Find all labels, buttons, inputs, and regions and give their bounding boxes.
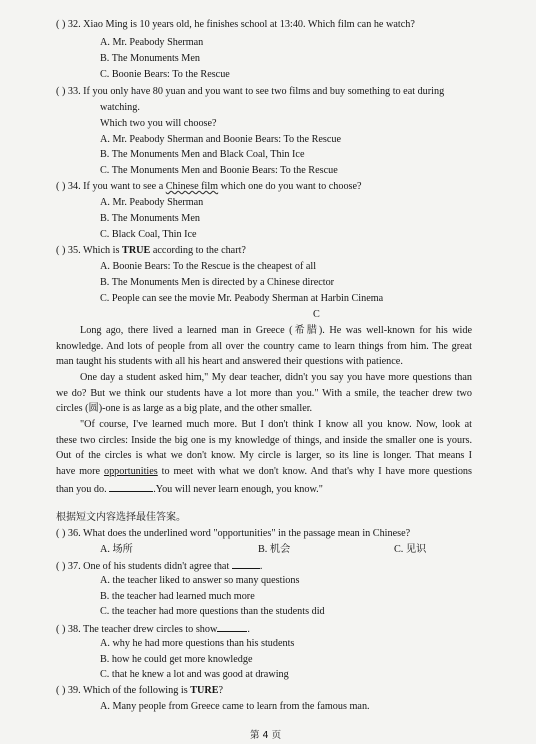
passage-line: we do? But we think our students have a lot more than you." With a smile, the teacher drew two: [56, 388, 472, 399]
passage-line: knowledge. And lots of people from all over the country came to learn things from him. The great: [56, 341, 472, 352]
passage-line: [56, 466, 472, 478]
question-39-prefix: ( ) 39. Which of the following is: [56, 685, 191, 696]
q34-option-c: C. Black Coal, Thin Ice: [100, 229, 197, 240]
q34-option-a: A. Mr. Peabody Sherman: [100, 197, 204, 208]
question-39: [56, 685, 223, 697]
answer-blank: [232, 559, 260, 569]
q38-option-a: A. why he had more questions than his students: [100, 638, 295, 649]
section-heading: C: [313, 309, 320, 320]
q36-option-c: C. 见识: [394, 544, 427, 555]
question-34-suffix: which one do you want to choose?: [218, 181, 362, 192]
question-36: ( ) 36. What does the underlined word "opportunities" in the passage mean in Chinese?: [56, 528, 411, 539]
q35-option-c: C. People can see the movie Mr. Peabody Sherman at Harbin Cinema: [100, 293, 384, 304]
passage-line: One day a student asked him," My dear teacher, didn't you say you have more questions than: [80, 372, 472, 383]
question-39-suffix: ?: [218, 685, 224, 696]
q35-option-b: B. The Monuments Men is directed by a Chinese director: [100, 277, 335, 288]
question-38: ( ) 38. The teacher drew circles to show .: [56, 624, 250, 635]
q37-option-a: A. the teacher liked to answer so many questions: [100, 575, 300, 586]
question-33-cont: watching.: [100, 102, 140, 113]
q39-option-a: A. Many people from Greece came to learn from the famous man.: [100, 701, 370, 712]
q37-option-b: B. the teacher had learned much more: [100, 591, 255, 602]
answer-blank: [109, 482, 153, 492]
q34-option-b: B. The Monuments Men: [100, 213, 200, 224]
question-34-prefix: ( ) 34. If you want to see a: [56, 181, 166, 192]
q33-option-b: B. The Monuments Men and Black Coal, Thin Ice: [100, 149, 305, 160]
passage-line4-suffix: to meet with what we don't know. And that's why I have more questions: [157, 466, 472, 477]
passage-line: man taught his students with all his heart and answered their questions with patience.: [56, 356, 403, 367]
question-35-suffix: according to the chart?: [150, 245, 246, 256]
question-33: ( ) 33. If you only have 80 yuan and you want to see two films and buy something to eat during: [56, 86, 445, 97]
question-37-stem: ( ) 37. One of his students didn't agree that: [56, 561, 230, 572]
passage-line: Long ago, there lived a learned man in Greece (希腊). He was well-known for his wide: [80, 325, 472, 336]
question-34: [56, 181, 362, 193]
passage-line4-prefix: have more: [56, 466, 104, 477]
passage-line: "Of course, I've learned much more. But I don't think I know all you know. Now, look at: [80, 419, 472, 430]
question-38-stem: ( ) 38. The teacher drew circles to show: [56, 624, 218, 635]
question-37: ( ) 37. One of his students didn't agree that .: [56, 561, 263, 572]
q33-option-a: A. Mr. Peabody Sherman and Boonie Bears: To the Rescue: [100, 134, 342, 145]
q33-option-c: C. The Monuments Men and Boonie Bears: To the Rescue: [100, 165, 338, 176]
question-34-marked-text: Chinese film: [165, 181, 219, 192]
q35-option-a: A. Boonie Bears: To the Rescue is the cheapest of all: [100, 261, 317, 272]
q36-option-a: A. 场所: [100, 544, 133, 555]
passage-line: [56, 482, 323, 496]
q38-option-b: B. how he could get more knowledge: [100, 654, 253, 665]
question-33-prompt: Which two you will choose?: [100, 118, 217, 129]
q32-option-b: B. The Monuments Men: [100, 53, 200, 64]
question-39-bold: TURE: [190, 685, 219, 696]
passage-line: these two circles: Inside the big one is my knowledge of things, and inside the smaller one is yours.: [56, 435, 472, 446]
q38-option-c: C. that he knew a lot and was good at drawing: [100, 669, 289, 680]
q36-option-b: B. 机会: [258, 544, 291, 555]
question-35: [56, 245, 246, 257]
passage-line: Out of the circles is what we don't know. My circle is larger, so its line is longer. That means I: [56, 450, 472, 461]
q32-option-c: C. Boonie Bears: To the Rescue: [100, 69, 230, 80]
question-35-bold: TRUE: [122, 245, 151, 256]
page-number: 第 4 页: [250, 730, 282, 741]
question-35-prefix: ( ) 35. Which is: [56, 245, 123, 256]
passage-line5-prefix: than you do.: [56, 484, 110, 495]
q37-option-c: C. the teacher had more questions than the students did: [100, 606, 325, 617]
underlined-word: opportunities: [103, 466, 158, 477]
passage-line: circles (圆)-one is as large as a big plate, and the other smaller.: [56, 403, 313, 414]
passage-line5-suffix: .You will never learn enough, you know.": [153, 484, 323, 495]
question-32: ( ) 32. Xiao Ming is 10 years old, he finishes school at 13:40. Which film can he watch?: [56, 19, 415, 30]
q32-option-a: A. Mr. Peabody Sherman: [100, 37, 204, 48]
instruction: 根据短文内容选择最佳答案。: [56, 512, 186, 523]
answer-blank: [217, 622, 247, 632]
